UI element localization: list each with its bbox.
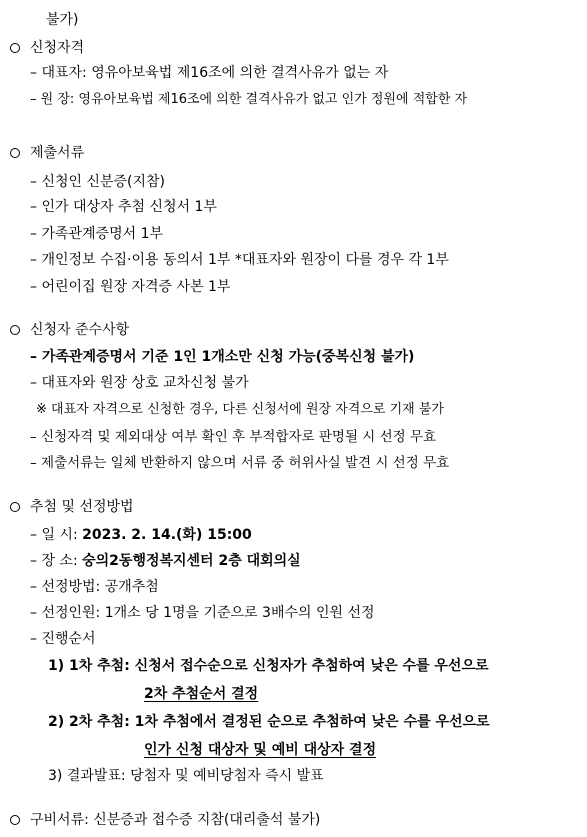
section-title: 신청자 준수사항 <box>30 322 130 338</box>
section-required-items <box>10 810 320 830</box>
list-item: – 가족관계증명서 1부 <box>30 226 164 242</box>
list-item: – 가족관계증명서 기준 1인 1개소만 신청 가능(중복신청 불가) <box>30 349 415 365</box>
list-item: – 대표자: 영유아보육법 제16조에 의한 결격사유가 없는 자 <box>30 65 389 81</box>
list-item-date: – 일 시: 2023. 2. 14.(화) 15:00 <box>30 527 252 543</box>
list-item: – 선정인원: 1개소 당 1명을 기준으로 3배수의 인원 선정 <box>30 605 375 621</box>
list-item: – 선정방법: 공개추첨 <box>30 579 159 595</box>
list-item: – 대표자와 원장 상호 교차신청 불가 <box>30 375 249 391</box>
circle-bullet-icon <box>10 148 20 158</box>
list-item: – 원 장: 영유아보육법 제16조에 의한 결격사유가 없고 인가 정원에 적합한 자 <box>30 92 468 107</box>
list-item-place: – 장 소: 숭의2동행정복지센터 2층 대회의실 <box>30 553 301 569</box>
section-lottery <box>10 497 134 517</box>
step-2-result: 인가 신청 대상자 및 예비 대상자 결정 <box>144 742 377 758</box>
list-item: – 신청자격 및 제외대상 여부 확인 후 부적합자로 판명될 시 선정 무효 <box>30 429 437 445</box>
section-documents <box>10 143 84 163</box>
list-item: – 인가 대상자 추첨 신청서 1부 <box>30 199 217 215</box>
circle-bullet-icon <box>10 815 20 825</box>
step-1: 1) 1차 추첨: 신청서 접수순으로 신청자가 추첨하여 낮은 수를 우선으로 <box>48 658 489 674</box>
list-item: – 개인정보 수집·이용 동의서 1부 *대표자와 원장이 다를 경우 각 1부 <box>30 252 449 268</box>
section-rules <box>10 320 129 340</box>
step-3: 3) 결과발표: 당첨자 및 예비당첨자 즉시 발표 <box>48 768 324 784</box>
list-item: – 신청인 신분증(지참) <box>30 174 166 190</box>
circle-bullet-icon <box>10 43 20 53</box>
section-title: 추첨 및 선정방법 <box>30 499 134 515</box>
circle-bullet-icon <box>10 502 20 512</box>
step-2: 2) 2차 추첨: 1차 추첨에서 결정된 순으로 추첨하여 낮은 수를 우선으로 <box>48 714 490 730</box>
section-title: 신청자격 <box>30 40 85 56</box>
circle-bullet-icon <box>10 325 20 335</box>
list-item: – 어린이집 원장 자격증 사본 1부 <box>30 279 231 295</box>
list-item: – 제출서류는 일체 반환하지 않으며 서류 중 허위사실 발견 시 선정 무효 <box>30 455 450 471</box>
section-eligibility <box>10 38 84 58</box>
section-title: 구비서류: 신분증과 접수증 지참(대리출석 불가) <box>30 812 321 828</box>
step-1-result: 2차 추첨순서 결정 <box>144 686 259 702</box>
list-item: – 진행순서 <box>30 631 96 647</box>
section-title: 제출서류 <box>30 145 85 161</box>
note: ※ 대표자 자격으로 신청한 경우, 다른 신청서에 원장 자격으로 기재 불가 <box>36 402 444 417</box>
top-fragment: 불가) <box>46 12 79 28</box>
